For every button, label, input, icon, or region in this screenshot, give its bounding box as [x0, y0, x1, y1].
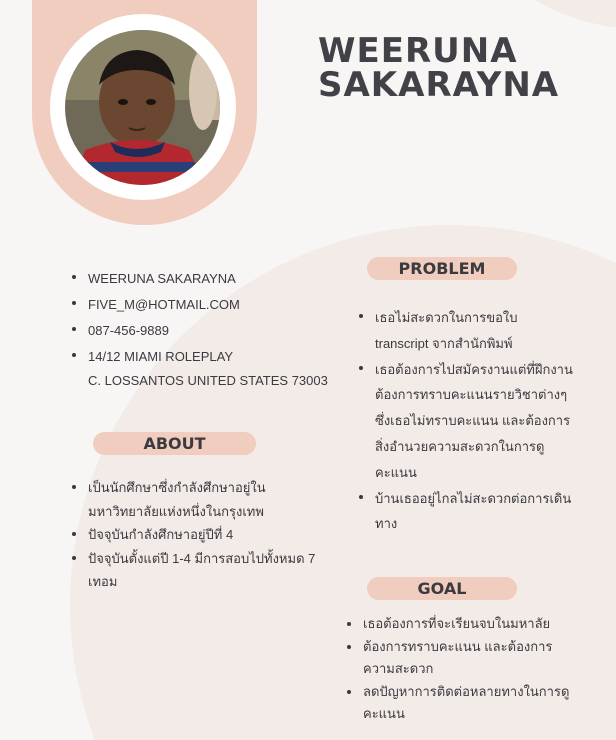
address-line-1: 14/12 MIAMI ROLEPLAY: [88, 349, 233, 364]
problem-list: [359, 305, 574, 537]
contact-phone: 087-456-9889: [72, 318, 342, 344]
about-list: [72, 476, 317, 594]
contact-name: WEERUNA SAKARAYNA: [72, 266, 342, 292]
contact-email: FIVE_M@HOTMAIL.COM: [72, 292, 342, 318]
goal-list: [347, 613, 572, 726]
name-line-1: WEERUNA: [318, 31, 518, 71]
about-item: ปัจจุบันกำลังศึกษาอยู่ปีที่ 4: [72, 523, 317, 547]
problem-heading: PROBLEM: [367, 257, 517, 280]
problem-item: เธอไม่สะดวกในการขอใบ transcript จากสำนักพิมพ์: [359, 305, 574, 357]
goal-item: ลดปัญหาการติดต่อหลายทางในการดูคะแนน: [347, 681, 572, 726]
about-item: เป็นนักศึกษาซึ่งกำลังศึกษาอยู่ในมหาวิทยาลัยแห่งหนึ่งในกรุงเทพ: [72, 476, 317, 523]
goal-heading: GOAL: [367, 577, 517, 600]
about-item: ปัจจุบันตั้งแต่ปี 1-4 มีการสอบไปทั้งหมด 7 เทอม: [72, 547, 317, 594]
goal-item: ต้องการทราบคะแนน และต้องการความสะดวก: [347, 636, 572, 681]
address-line-2: C. LOSSANTOS UNITED STATES 73003: [88, 373, 328, 388]
problem-item: บ้านเธออยู่ไกลไม่สะดวกต่อการเดินทาง: [359, 486, 574, 538]
name-line-2: SAKARAYNA: [318, 65, 560, 105]
decorative-blob-top-right: [470, 0, 616, 30]
profile-name: [318, 31, 560, 105]
problem-item: เธอต้องการไปสมัครงานแต่ที่ฝึกงานต้องการทราบคะแนนรายวิชาต่างๆ ซึ่งเธอไม่ทราบคะแนน และต้องการสิ่งอำนวยความสะดวกในการดูคะแนน: [359, 357, 574, 486]
about-heading: ABOUT: [93, 432, 256, 455]
contact-list: [72, 266, 342, 394]
contact-address: [72, 344, 342, 394]
goal-item: เธอต้องการที่จะเรียนจบในมหาลัย: [347, 613, 572, 636]
profile-photo: [65, 30, 220, 185]
